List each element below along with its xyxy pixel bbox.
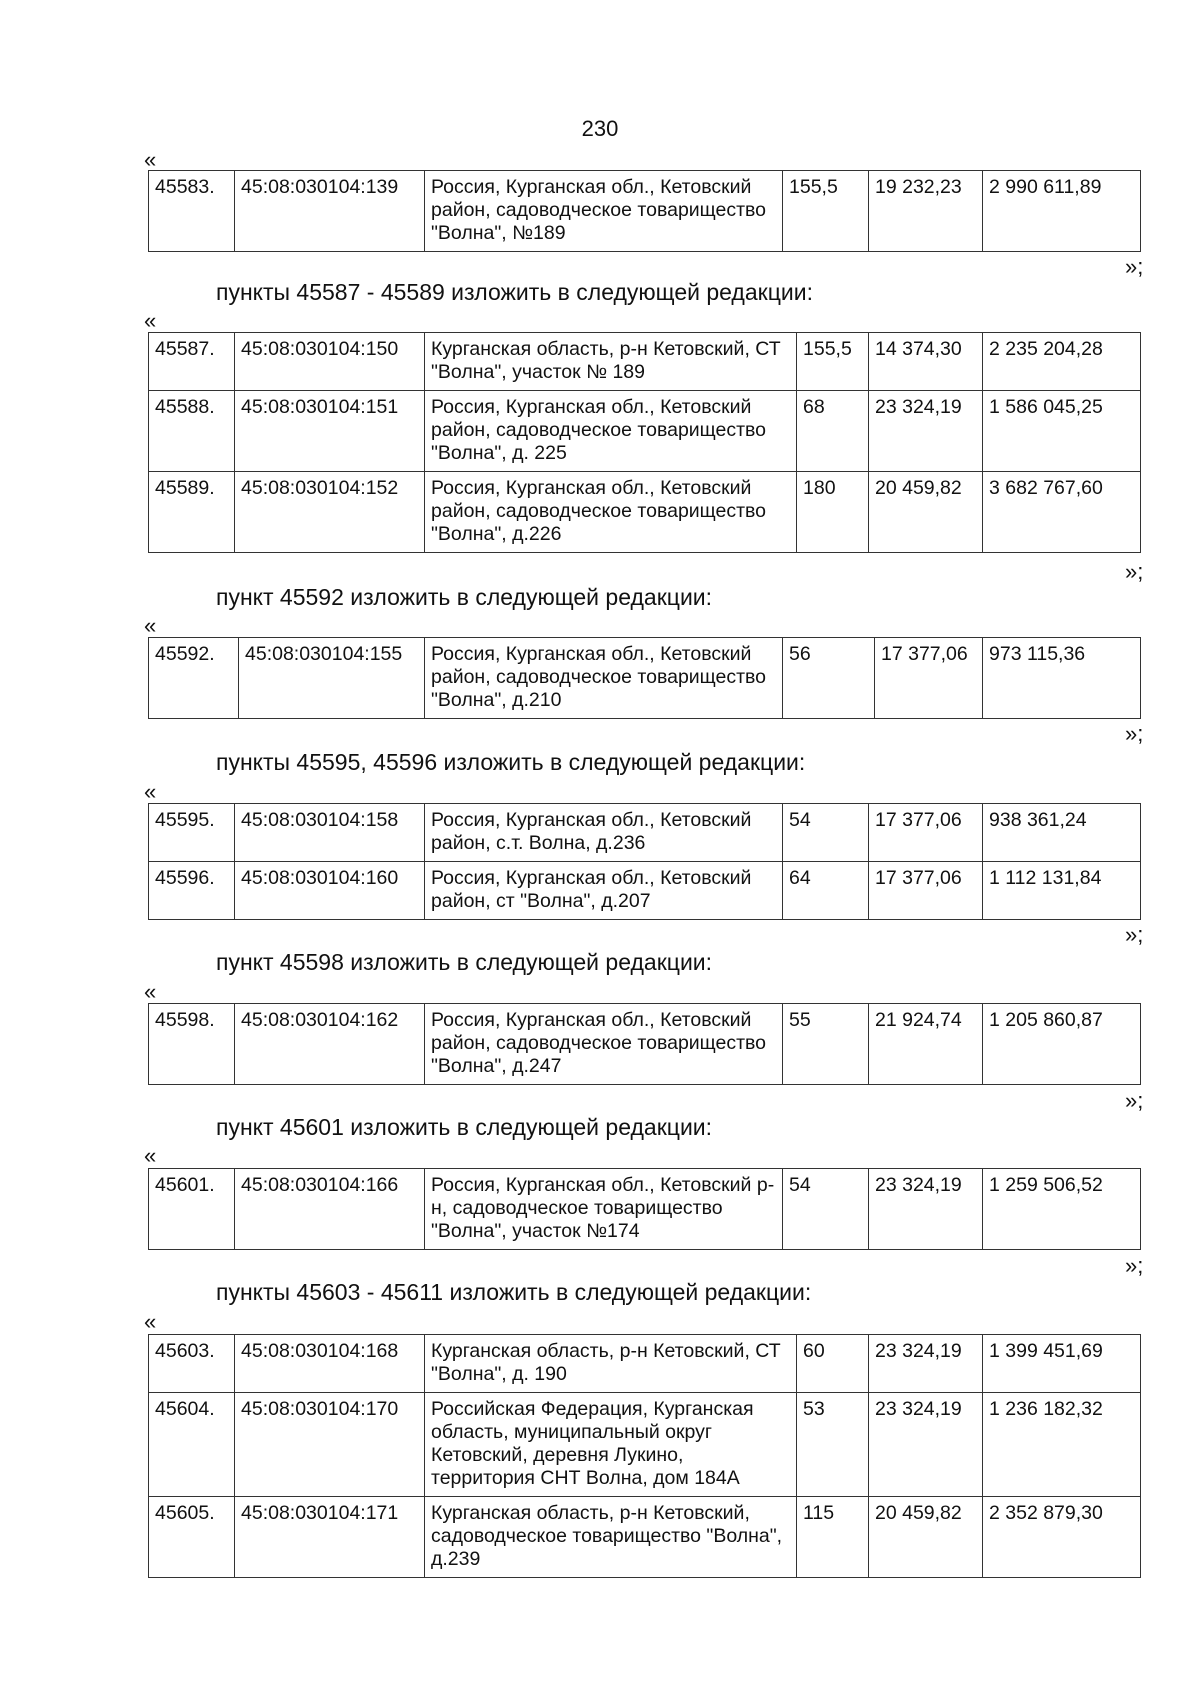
close-quote: »; [1125, 559, 1144, 584]
cell-area: 55 [783, 1004, 869, 1085]
cell-num: 45588. [149, 391, 235, 472]
cell-num: 45598. [149, 1004, 235, 1085]
table-row [149, 391, 1141, 472]
cell-cadastral: 45:08:030104:139 [235, 171, 425, 252]
cell-num: 45589. [149, 472, 235, 553]
cell-cadastral: 45:08:030104:160 [235, 862, 425, 920]
cell-address: Россия, Курганская обл., Кетовский район, ст "Волна", д.207 [425, 862, 783, 920]
cell-area: 60 [797, 1335, 869, 1393]
cell-total: 1 586 045,25 [983, 391, 1141, 472]
cell-cadastral: 45:08:030104:162 [235, 1004, 425, 1085]
cell-area: 155,5 [783, 171, 869, 252]
cell-cadastral: 45:08:030104:150 [235, 333, 425, 391]
cell-cadastral: 45:08:030104:166 [235, 1169, 425, 1250]
table-row [149, 472, 1141, 553]
cell-price: 20 459,82 [869, 1497, 983, 1578]
cell-total: 1 112 131,84 [983, 862, 1141, 920]
close-quote: »; [1125, 922, 1144, 947]
open-quote: « [144, 147, 157, 172]
section-heading: пункты 45595, 45596 изложить в следующей редакции: [216, 749, 806, 775]
cell-cadastral: 45:08:030104:155 [239, 638, 425, 719]
table-section-0 [148, 170, 1141, 252]
cell-address: Россия, Курганская обл., Кетовский район, садоводческое товарищество "Волна", д.226 [425, 472, 797, 553]
cell-cadastral: 45:08:030104:168 [235, 1335, 425, 1393]
cell-total: 1 259 506,52 [983, 1169, 1141, 1250]
table-section-3 [148, 803, 1141, 920]
cell-area: 54 [783, 1169, 869, 1250]
cell-area: 64 [783, 862, 869, 920]
section-heading: пункт 45598 изложить в следующей редакции: [216, 949, 713, 975]
cell-total: 2 352 879,30 [983, 1497, 1141, 1578]
cell-price: 21 924,74 [869, 1004, 983, 1085]
cell-num: 45605. [149, 1497, 235, 1578]
cell-total: 938 361,24 [983, 804, 1141, 862]
table-row [149, 1004, 1141, 1085]
cell-total: 1 399 451,69 [983, 1335, 1141, 1393]
section-heading: пункт 45592 изложить в следующей редакции: [216, 584, 713, 610]
cell-total: 1 205 860,87 [983, 1004, 1141, 1085]
cell-area: 54 [783, 804, 869, 862]
cell-price: 17 377,06 [869, 862, 983, 920]
table-row [149, 638, 1141, 719]
cell-address: Российская Федерация, Курганская область, муниципальный округ Кетовский, деревня Лукино, территория СНТ Волна, дом 184А [425, 1393, 797, 1497]
table-row [149, 1169, 1141, 1250]
cell-price: 23 324,19 [869, 1335, 983, 1393]
cell-cadastral: 45:08:030104:152 [235, 472, 425, 553]
cell-total: 1 236 182,32 [983, 1393, 1141, 1497]
table-row [149, 862, 1141, 920]
close-quote: »; [1125, 721, 1144, 746]
cell-area: 180 [797, 472, 869, 553]
cell-address: Россия, Курганская обл., Кетовский район, садоводческое товарищество "Волна", д.210 [425, 638, 783, 719]
cell-price: 14 374,30 [869, 333, 983, 391]
close-quote: »; [1125, 1088, 1144, 1113]
cell-num: 45604. [149, 1393, 235, 1497]
open-quote: « [144, 1143, 157, 1168]
table-section-4 [148, 1003, 1141, 1085]
cell-area: 56 [783, 638, 875, 719]
cell-cadastral: 45:08:030104:170 [235, 1393, 425, 1497]
cell-cadastral: 45:08:030104:171 [235, 1497, 425, 1578]
table-row [149, 333, 1141, 391]
cell-area: 53 [797, 1393, 869, 1497]
cell-num: 45596. [149, 862, 235, 920]
cell-cadastral: 45:08:030104:151 [235, 391, 425, 472]
open-quote: « [144, 979, 157, 1004]
cell-address: Курганская область, р-н Кетовский, СТ "Волна", д. 190 [425, 1335, 797, 1393]
cell-address: Россия, Курганская обл., Кетовский район, садоводческое товарищество "Волна", №189 [425, 171, 783, 252]
cell-total: 973 115,36 [983, 638, 1141, 719]
cell-num: 45595. [149, 804, 235, 862]
cell-num: 45601. [149, 1169, 235, 1250]
table-section-6 [148, 1334, 1141, 1578]
open-quote: « [144, 1309, 157, 1334]
table-row [149, 804, 1141, 862]
table-section-1 [148, 332, 1141, 553]
cell-num: 45587. [149, 333, 235, 391]
cell-price: 23 324,19 [869, 1393, 983, 1497]
cell-price: 20 459,82 [869, 472, 983, 553]
cell-cadastral: 45:08:030104:158 [235, 804, 425, 862]
cell-address: Россия, Курганская обл., Кетовский р-н, садоводческое товарищество "Волна", участок №174 [425, 1169, 783, 1250]
table-section-2 [148, 637, 1141, 719]
cell-address: Россия, Курганская обл., Кетовский район, садоводческое товарищество "Волна", д.247 [425, 1004, 783, 1085]
cell-price: 23 324,19 [869, 1169, 983, 1250]
cell-area: 68 [797, 391, 869, 472]
cell-area: 115 [797, 1497, 869, 1578]
cell-address: Россия, Курганская обл., Кетовский район, садоводческое товарищество "Волна", д. 225 [425, 391, 797, 472]
cell-price: 17 377,06 [875, 638, 983, 719]
cell-address: Курганская область, р-н Кетовский, СТ "Волна", участок № 189 [425, 333, 797, 391]
cell-num: 45592. [149, 638, 239, 719]
open-quote: « [144, 779, 157, 804]
table-row [149, 171, 1141, 252]
table-row [149, 1393, 1141, 1497]
table-row [149, 1497, 1141, 1578]
cell-address: Курганская область, р-н Кетовский, садоводческое товарищество "Волна", д.239 [425, 1497, 797, 1578]
cell-price: 23 324,19 [869, 391, 983, 472]
open-quote: « [144, 613, 157, 638]
cell-total: 2 235 204,28 [983, 333, 1141, 391]
open-quote: « [144, 308, 157, 333]
cell-num: 45603. [149, 1335, 235, 1393]
cell-price: 19 232,23 [869, 171, 983, 252]
table-row [149, 1335, 1141, 1393]
close-quote: »; [1125, 254, 1144, 279]
section-heading: пункты 45587 - 45589 изложить в следующей редакции: [216, 279, 813, 305]
section-heading: пункты 45603 - 45611 изложить в следующей редакции: [216, 1279, 812, 1305]
table-section-5 [148, 1168, 1141, 1250]
cell-address: Россия, Курганская обл., Кетовский район, с.т. Волна, д.236 [425, 804, 783, 862]
close-quote: »; [1125, 1253, 1144, 1278]
section-heading: пункт 45601 изложить в следующей редакции: [216, 1114, 713, 1140]
cell-area: 155,5 [797, 333, 869, 391]
cell-num: 45583. [149, 171, 235, 252]
cell-total: 2 990 611,89 [983, 171, 1141, 252]
cell-total: 3 682 767,60 [983, 472, 1141, 553]
cell-price: 17 377,06 [869, 804, 983, 862]
page-number: 230 [581, 116, 619, 141]
